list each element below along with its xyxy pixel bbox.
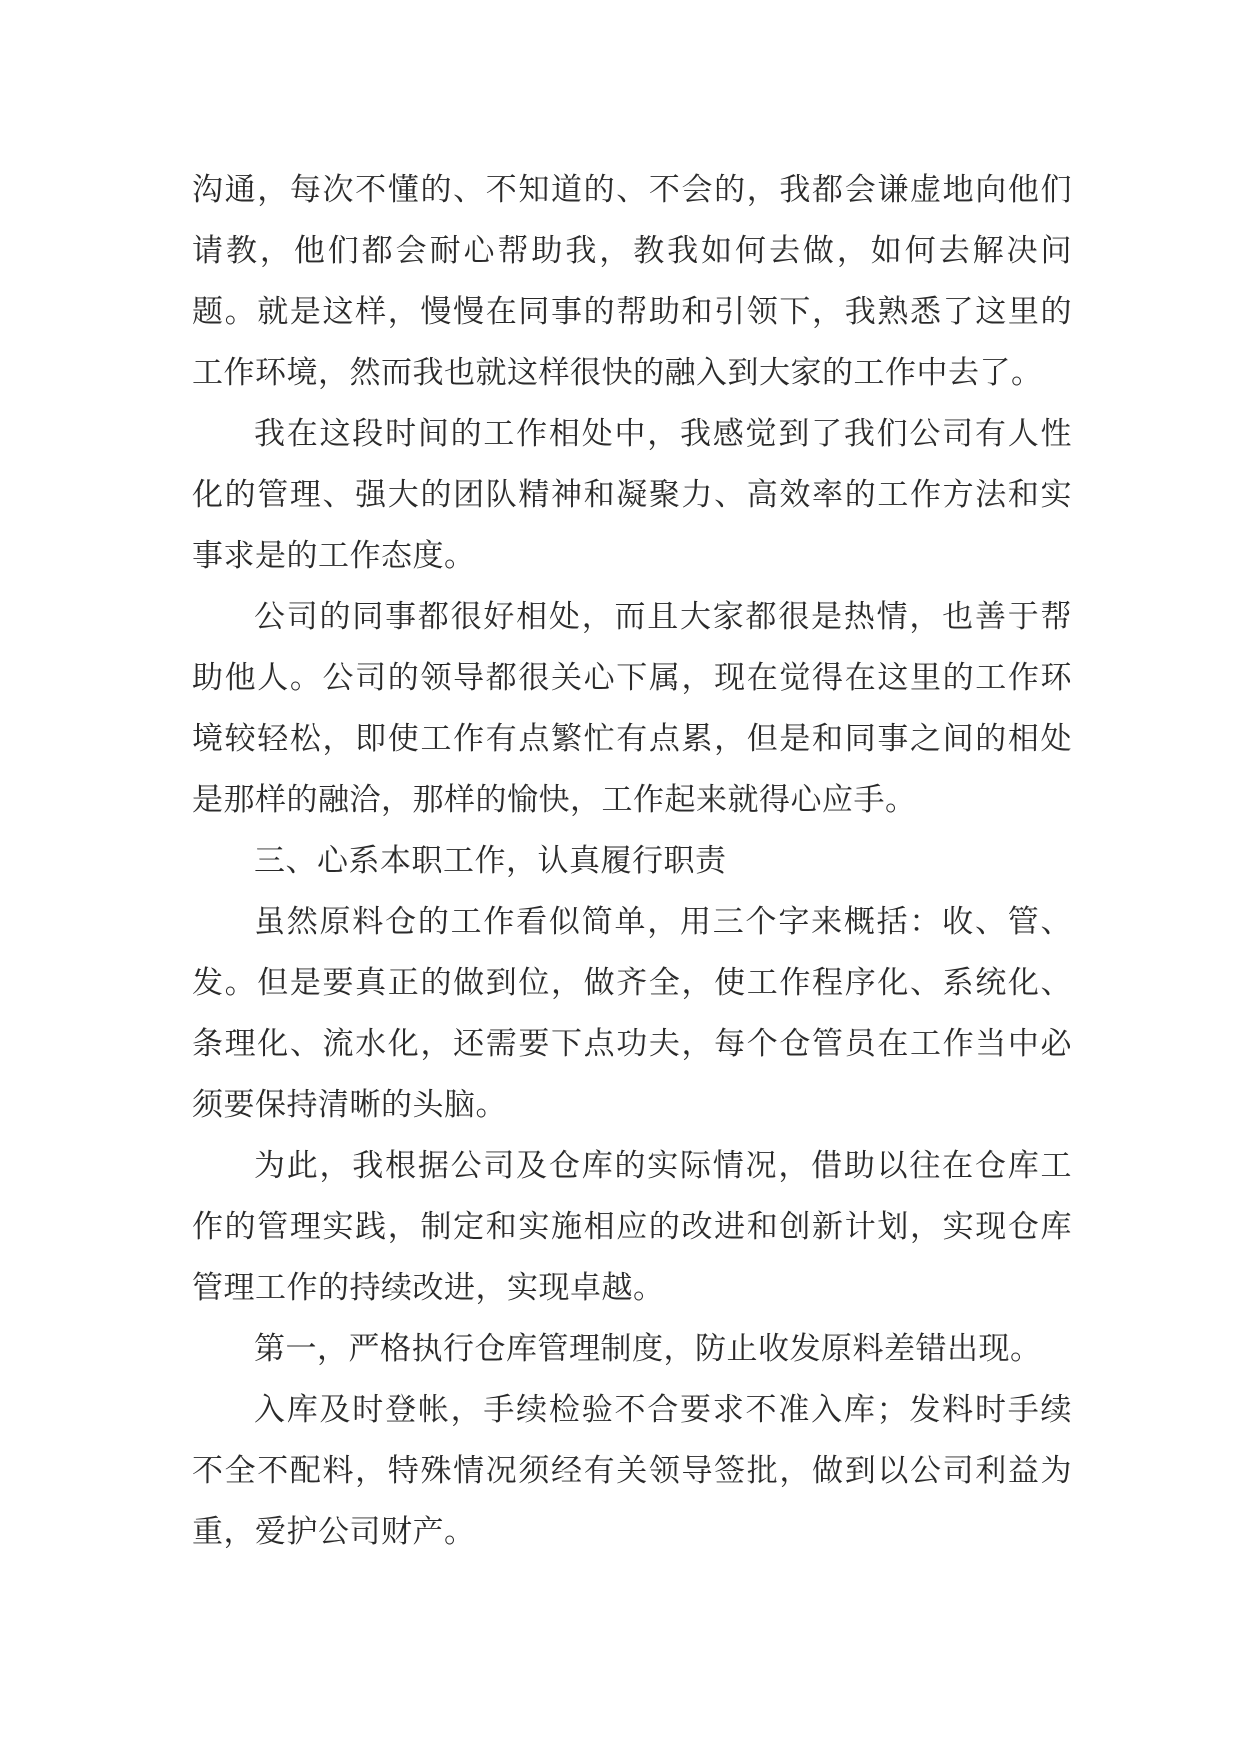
document-body bbox=[192, 160, 1072, 1563]
paragraph-company-impression: 我在这段时间的工作相处中，我感觉到了我们公司有人性化的管理、强大的团队精神和凝聚力、高效率的工作方法和实事求是的工作态度。 bbox=[192, 416, 1072, 574]
paragraph-colleagues: 公司的同事都很好相处，而且大家都很是热情，也善于帮助他人。公司的领导都很关心下属，现在觉得在这里的工作环境较轻松，即使工作有点繁忙有点累，但是和同事之间的相处是那样的融洽，那样的愉快，工作起来就得心应手。 bbox=[192, 599, 1072, 818]
paragraph-point-one: 第一，严格执行仓库管理制度，防止收发原料差错出现。 bbox=[254, 1331, 1042, 1367]
paragraph-improvement-plan: 为此，我根据公司及仓库的实际情况，借助以往在仓库工作的管理实践，制定和实施相应的改进和创新计划，实现仓库管理工作的持续改进，实现卓越。 bbox=[192, 1148, 1072, 1306]
paragraph-warehouse-work: 虽然原料仓的工作看似简单，用三个字来概括：收、管、发。但是要真正的做到位，做齐全，使工作程序化、系统化、条理化、流水化，还需要下点功夫，每个仓管员在工作当中必须要保持清晰的头脑。 bbox=[192, 904, 1072, 1123]
paragraph-continuation: 沟通，每次不懂的、不知道的、不会的，我都会谦虚地向他们请教，他们都会耐心帮助我，教我如何去做，如何去解决问题。就是这样，慢慢在同事的帮助和引领下，我熟悉了这里的工作环境，然而我也就这样很快的融入到大家的工作中去了。 bbox=[192, 172, 1072, 391]
section-heading-duties: 三、心系本职工作，认真履行职责 bbox=[254, 843, 727, 879]
paragraph-inbound-rules: 入库及时登帐，手续检验不合要求不准入库；发料时手续不全不配料，特殊情况须经有关领导签批，做到以公司利益为重，爱护公司财产。 bbox=[192, 1392, 1072, 1550]
